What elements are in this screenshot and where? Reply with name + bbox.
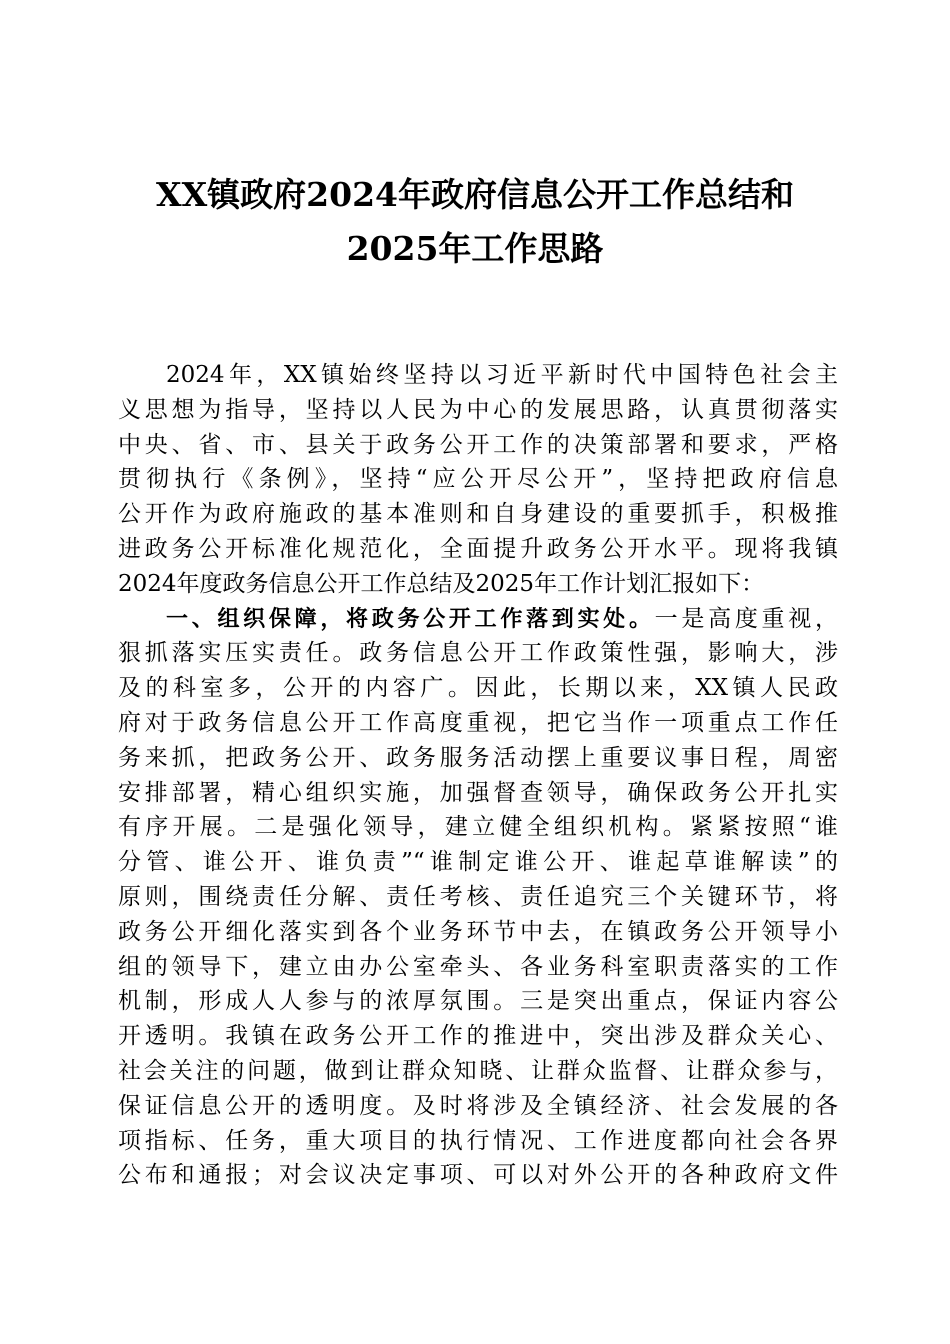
section-1-line: 政务公开细化落实到各个业务环节中去，在镇政务公开领导小 xyxy=(118,918,838,945)
section-1-line: 公布和通报；对会议决定事项、可以对外公开的各种政府文件 xyxy=(118,1162,838,1189)
section-1-line: 分管、谁公开、谁负责”“谁制定谁公开、谁起草谁解读”的 xyxy=(118,849,838,876)
document-title xyxy=(100,168,850,276)
section-1-line: 组的领导下，建立由办公室牵头、各业务科室职责落实的工作 xyxy=(118,953,838,980)
document-body xyxy=(118,358,838,1193)
section-1-line: 保证信息公开的透明度。及时将涉及全镇经济、社会发展的各 xyxy=(118,1092,838,1119)
section-1-first-line xyxy=(118,602,838,637)
section-1-line: 机制，形成人人参与的浓厚氛围。三是突出重点，保证内容公 xyxy=(118,988,838,1015)
intro-line: 贯彻执行《条例》，坚持“应公开尽公开”，坚持把政府信息 xyxy=(118,466,838,493)
intro-line: 进政务公开标准化规范化，全面提升政务公开水平。现将我镇 xyxy=(118,535,838,562)
section-1-first-line-text: 一是高度重视， xyxy=(654,605,838,632)
title-line-2: 2025年工作思路 xyxy=(346,229,604,268)
section-1-line: 务来抓，把政务公开、政务服务活动摆上重要议事日程，周密 xyxy=(118,744,838,771)
intro-line: 中央、省、市、县关于政务公开工作的决策部署和要求，严格 xyxy=(118,431,838,458)
section-1-line: 社会关注的问题，做到让群众知晓、让群众监督、让群众参与， xyxy=(118,1057,838,1084)
section-1-line: 府对于政务信息公开工作高度重视，把它当作一项重点工作任 xyxy=(118,709,838,736)
intro-line: 2024年，XX镇始终坚持以习近平新时代中国特色社会主 xyxy=(166,362,838,388)
intro-line: 2024年度政务信息公开工作总结及2025年工作计划汇报如下： xyxy=(118,570,765,597)
section-1-line: 及的科室多，公开的内容广。因此，长期以来，XX镇人民政 xyxy=(118,675,838,702)
intro-line: 公开作为政府施政的基本准则和自身建设的重要抓手，积极推 xyxy=(118,501,838,528)
section-1-line: 项指标、任务，重大项目的执行情况、工作进度都向社会各界 xyxy=(118,1127,838,1154)
section-1-line: 有序开展。二是强化领导，建立健全组织机构。紧紧按照“谁 xyxy=(118,814,838,841)
section-1-line: 安排部署，精心组织实施，加强督查领导，确保政务公开扎实 xyxy=(118,779,838,806)
section-1-line: 开透明。我镇在政务公开工作的推进中，突出涉及群众关心、 xyxy=(118,1023,838,1050)
title-line-1: XX镇政府2024年政府信息公开工作总结和 xyxy=(155,175,795,214)
section-1-heading: 一、组织保障，将政务公开工作落到实处。 xyxy=(166,606,655,632)
intro-line: 义思想为指导，坚持以人民为中心的发展思路，认真贯彻落实 xyxy=(118,396,838,423)
section-1-line: 狠抓落实压实责任。政务信息公开工作政策性强，影响大，涉 xyxy=(118,640,838,667)
section-1-line: 原则，围绕责任分解、责任考核、责任追究三个关键环节，将 xyxy=(118,883,838,910)
